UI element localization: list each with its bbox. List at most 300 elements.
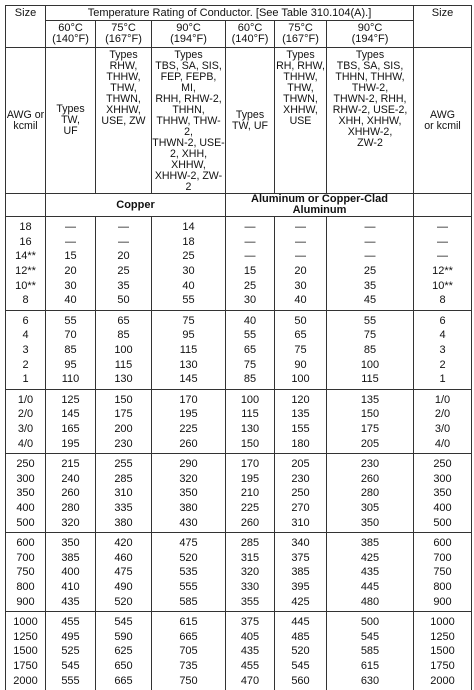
ampacity-cell: 55 [327, 310, 414, 328]
ampacity-cell: 480 [327, 594, 414, 611]
ampacity-cell: — [226, 249, 275, 264]
ampacity-cell: 420 [96, 532, 152, 550]
size-cell: 10** [414, 278, 472, 293]
ampacity-cell: 225 [152, 422, 226, 437]
ampacity-cell: 355 [226, 594, 275, 611]
insulation-types-0 [46, 48, 96, 194]
ampacity-cell: 650 [96, 659, 152, 674]
ampacity-cell: 630 [327, 673, 414, 690]
ampacity-cell: 225 [226, 501, 275, 516]
ampacity-cell: 165 [46, 422, 96, 437]
size-cell: 8 [414, 293, 472, 310]
ampacity-cell: 25 [327, 264, 414, 279]
table-row [6, 565, 472, 580]
ampacity-cell: 40 [226, 310, 275, 328]
size-cell: 2/0 [414, 407, 472, 422]
ampacity-cell: 665 [152, 629, 226, 644]
insulation-types-5 [327, 48, 414, 194]
size-cell: 350 [414, 486, 472, 501]
ampacity-cell: 335 [96, 501, 152, 516]
ampacity-cell: 135 [327, 389, 414, 407]
ampacity-cell: 625 [96, 644, 152, 659]
size-cell: 2000 [6, 673, 46, 690]
insulation-type-line: XHHW-2, ZW-2 [154, 170, 223, 193]
ampacity-cell: 280 [327, 486, 414, 501]
ampacity-cell: 70 [46, 328, 96, 343]
temp-rating-line: (167°F) [282, 33, 319, 45]
ampacity-cell: 555 [152, 580, 226, 595]
ampacity-cell: 310 [275, 515, 327, 532]
size-cell: 12** [6, 264, 46, 279]
ampacity-cell: 285 [96, 472, 152, 487]
ampacity-cell: 55 [152, 293, 226, 310]
ampacity-cell: 150 [96, 389, 152, 407]
insulation-type-line: THHW, [283, 71, 318, 83]
size-cell: 1250 [6, 629, 46, 644]
ampacity-cell: 455 [226, 659, 275, 674]
temp-rating-line: (194°F) [170, 33, 207, 45]
size-header-left: Size [6, 6, 46, 48]
table-row [6, 611, 472, 629]
ampacity-cell: 20 [46, 264, 96, 279]
insulation-type-line: Types [174, 49, 203, 61]
ampacity-cell: 20 [96, 249, 152, 264]
insulation-type-line: THWN-2, RHH, [333, 93, 407, 105]
size-cell: 4 [6, 328, 46, 343]
ampacity-cell: 195 [46, 436, 96, 453]
ampacity-cell: 100 [275, 372, 327, 389]
size-cell: 300 [6, 472, 46, 487]
ampacity-cell: 310 [96, 486, 152, 501]
ampacity-cell: 260 [226, 515, 275, 532]
ampacity-cell: 385 [46, 550, 96, 565]
temp-rating-2 [152, 21, 226, 48]
ampacity-cell: 475 [152, 532, 226, 550]
ampacity-cell: — [226, 235, 275, 250]
ampacity-cell: 445 [327, 580, 414, 595]
ampacity-cell: 230 [275, 472, 327, 487]
ampacity-cell: 30 [226, 293, 275, 310]
size-cell: — [414, 217, 472, 235]
ampacity-cell: 145 [46, 407, 96, 422]
ampacity-cell: 95 [46, 357, 96, 372]
ampacity-cell: 490 [96, 580, 152, 595]
size-cell: 500 [6, 515, 46, 532]
ampacity-cell: 215 [46, 453, 96, 471]
insulation-type-line: USE, ZW [101, 115, 146, 127]
ampacity-cell: 340 [275, 532, 327, 550]
ampacity-cell: 110 [46, 372, 96, 389]
ampacity-cell: 230 [327, 453, 414, 471]
size-cell: 2000 [414, 673, 472, 690]
table-row [6, 422, 472, 437]
size-cell: — [414, 249, 472, 264]
insulation-type-line: THWN, [106, 93, 141, 105]
ampacity-cell: 145 [152, 372, 226, 389]
ampacity-cell: — [275, 235, 327, 250]
temp-rating-4 [275, 21, 327, 48]
table-row [6, 580, 472, 595]
ampacity-cell: 175 [327, 422, 414, 437]
ampacity-cell: 475 [96, 565, 152, 580]
ampacity-cell: 485 [275, 629, 327, 644]
table-row [6, 501, 472, 516]
aluminum-header: Aluminum or Copper-Clad Aluminum [226, 194, 414, 217]
ampacity-table-container [5, 5, 471, 690]
size-cell: 2/0 [6, 407, 46, 422]
size-cell: 1750 [414, 659, 472, 674]
ampacity-cell: 115 [152, 343, 226, 358]
ampacity-cell: 40 [152, 278, 226, 293]
temp-rating-3 [226, 21, 275, 48]
table-row [6, 235, 472, 250]
ampacity-cell: — [46, 235, 96, 250]
insulation-type-line: TW, UF [232, 119, 268, 132]
temp-rating-line: (140°F) [52, 33, 89, 45]
insulation-type-line: THHN, [172, 104, 205, 116]
ampacity-cell: 320 [226, 565, 275, 580]
table-row [6, 264, 472, 279]
ampacity-cell: 435 [226, 644, 275, 659]
ampacity-cell: 350 [46, 532, 96, 550]
temp-rating-line: 90°C [357, 22, 383, 34]
ampacity-cell: — [96, 235, 152, 250]
size-cell: 400 [414, 501, 472, 516]
ampacity-cell: 495 [46, 629, 96, 644]
size-cell: 1/0 [414, 389, 472, 407]
table-header [6, 6, 472, 217]
ampacity-cell: 65 [96, 310, 152, 328]
ampacity-cell: 125 [46, 389, 96, 407]
ampacity-cell: 18 [152, 235, 226, 250]
ampacity-cell: 30 [46, 278, 96, 293]
ampacity-cell: 585 [152, 594, 226, 611]
insulation-type-line: XHHW, [106, 104, 141, 116]
size-cell: 600 [414, 532, 472, 550]
insulation-type-line: XHHW-2, [347, 126, 393, 138]
ampacity-cell: 115 [226, 407, 275, 422]
ampacity-cell: 85 [226, 372, 275, 389]
ampacity-cell: — [327, 235, 414, 250]
size-cell: 1250 [414, 629, 472, 644]
table-row [6, 629, 472, 644]
ampacity-cell: 130 [152, 357, 226, 372]
ampacity-cell: 545 [327, 629, 414, 644]
insulation-type-line: THWN, [283, 93, 318, 105]
ampacity-cell: 375 [226, 611, 275, 629]
size-cell: 300 [414, 472, 472, 487]
insulation-type-line: UF [63, 125, 78, 137]
table-body [6, 217, 472, 690]
ampacity-cell: — [275, 249, 327, 264]
ampacity-cell: — [96, 217, 152, 235]
ampacity-cell: 25 [152, 249, 226, 264]
insulation-types-4 [275, 48, 327, 194]
awg-label-line: or kcmil [424, 119, 461, 132]
temp-rating-line: 75°C [288, 22, 313, 34]
temp-rating-line: (194°F) [351, 33, 389, 45]
ampacity-cell: 380 [96, 515, 152, 532]
ampacity-cell: 130 [226, 422, 275, 437]
insulation-type-line: THW, [110, 82, 137, 94]
size-cell: 4 [414, 328, 472, 343]
ampacity-cell: 405 [226, 629, 275, 644]
size-cell: 400 [6, 501, 46, 516]
size-cell: 350 [6, 486, 46, 501]
ampacity-cell: 425 [275, 594, 327, 611]
insulation-type-line: THWN-2, USE- [152, 137, 225, 149]
size-cell: — [414, 235, 472, 250]
ampacity-cell: 135 [275, 407, 327, 422]
ampacity-cell: 385 [327, 532, 414, 550]
ampacity-cell: 410 [46, 580, 96, 595]
ampacity-cell: 30 [275, 278, 327, 293]
size-cell: 16 [6, 235, 46, 250]
ampacity-cell: 260 [46, 486, 96, 501]
ampacity-cell: 200 [96, 422, 152, 437]
ampacity-cell: 305 [327, 501, 414, 516]
table-row [6, 436, 472, 453]
awg-spacer-right [414, 194, 472, 217]
ampacity-cell: 350 [152, 486, 226, 501]
ampacity-cell: 240 [46, 472, 96, 487]
ampacity-cell: 445 [275, 611, 327, 629]
ampacity-cell: 395 [275, 580, 327, 595]
ampacity-cell: 255 [96, 453, 152, 471]
temp-rating-line: (167°F) [105, 33, 142, 45]
ampacity-cell: 115 [96, 357, 152, 372]
awg-label-line: kcmil [13, 119, 38, 132]
ampacity-cell: 55 [226, 328, 275, 343]
table-row [6, 673, 472, 690]
ampacity-cell: 590 [96, 629, 152, 644]
ampacity-cell: — [226, 217, 275, 235]
table-row [6, 343, 472, 358]
table-row [6, 515, 472, 532]
ampacity-cell: 130 [96, 372, 152, 389]
ampacity-cell: 320 [46, 515, 96, 532]
table-row [6, 389, 472, 407]
ampacity-cell: 40 [275, 293, 327, 310]
insulation-type-line: THHW, THW-2, [156, 115, 221, 138]
ampacity-cell: 40 [46, 293, 96, 310]
table-row [6, 532, 472, 550]
ampacity-cell: 230 [96, 436, 152, 453]
table-row [6, 372, 472, 389]
ampacity-cell: 560 [275, 673, 327, 690]
ampacity-cell: 50 [96, 293, 152, 310]
ampacity-cell: 285 [226, 532, 275, 550]
insulation-type-line: 2, XHH, XHHW, [169, 148, 208, 171]
ampacity-cell: 150 [327, 407, 414, 422]
ampacity-cell: 14 [152, 217, 226, 235]
ampacity-cell: 615 [327, 659, 414, 674]
ampacity-cell: 180 [275, 436, 327, 453]
insulation-type-line: RHH, RHW-2, [155, 93, 222, 105]
ampacity-cell: 315 [226, 550, 275, 565]
table-row [6, 486, 472, 501]
ampacity-cell: 150 [226, 436, 275, 453]
ampacity-table [5, 5, 472, 690]
ampacity-cell: 435 [46, 594, 96, 611]
table-row [6, 310, 472, 328]
ampacity-cell: 250 [275, 486, 327, 501]
insulation-type-line: RHW, [109, 60, 138, 72]
ampacity-cell: 380 [152, 501, 226, 516]
ampacity-cell: 455 [46, 611, 96, 629]
insulation-type-line: THHW, [106, 71, 141, 83]
ampacity-cell: 20 [275, 264, 327, 279]
insulation-type-line: TBS, SA, SIS, [155, 60, 222, 72]
ampacity-cell: 155 [275, 422, 327, 437]
ampacity-cell: 350 [327, 515, 414, 532]
table-row [6, 249, 472, 264]
ampacity-cell: 65 [226, 343, 275, 358]
ampacity-cell: 545 [275, 659, 327, 674]
ampacity-cell: 55 [46, 310, 96, 328]
ampacity-cell: 85 [96, 328, 152, 343]
ampacity-cell: 375 [275, 550, 327, 565]
ampacity-cell: 425 [327, 550, 414, 565]
ampacity-cell: 85 [327, 343, 414, 358]
ampacity-cell: 120 [275, 389, 327, 407]
table-row [6, 453, 472, 471]
temp-rating-line: 75°C [111, 22, 136, 34]
ampacity-cell: 260 [152, 436, 226, 453]
insulation-type-line: Types [355, 49, 385, 61]
insulation-type-line: TBS, SA, SIS, [336, 60, 404, 72]
ampacity-cell: 100 [96, 343, 152, 358]
awg-label-line: AWG or [6, 108, 45, 121]
size-cell: 1/0 [6, 389, 46, 407]
insulation-type-line: Types TW, [56, 103, 85, 126]
size-cell: 18 [6, 217, 46, 235]
ampacity-cell: 535 [152, 565, 226, 580]
ampacity-cell: — [46, 217, 96, 235]
size-cell: 1500 [414, 644, 472, 659]
temp-rating-1 [96, 21, 152, 48]
size-cell: 1 [414, 372, 472, 389]
ampacity-cell: 400 [46, 565, 96, 580]
ampacity-cell: 100 [226, 389, 275, 407]
size-cell: 1000 [414, 611, 472, 629]
ampacity-cell: 430 [152, 515, 226, 532]
size-cell: 600 [6, 532, 46, 550]
size-cell: 800 [6, 580, 46, 595]
table-row [6, 217, 472, 235]
size-cell: 3 [6, 343, 46, 358]
size-cell: 4/0 [6, 436, 46, 453]
ampacity-cell: 15 [46, 249, 96, 264]
insulation-type-line: RH, RHW, [276, 60, 325, 72]
size-cell: 900 [6, 594, 46, 611]
insulation-type-line: Types [286, 49, 315, 61]
size-cell: 8 [6, 293, 46, 310]
awg-spacer-left [6, 194, 46, 217]
table-row [6, 407, 472, 422]
table-row [6, 594, 472, 611]
insulation-type-line: THHN, THHW, [335, 71, 405, 83]
size-cell: 1 [6, 372, 46, 389]
temperature-title: Temperature Rating of Conductor. [See Table 310.104(A).] [46, 6, 414, 21]
size-cell: 3/0 [414, 422, 472, 437]
size-cell: 10** [6, 278, 46, 293]
temp-rating-0 [46, 21, 96, 48]
ampacity-cell: 270 [275, 501, 327, 516]
size-cell: 750 [414, 565, 472, 580]
temp-rating-line: (140°F) [231, 33, 269, 45]
table-row [6, 472, 472, 487]
temp-rating-5 [327, 21, 414, 48]
ampacity-cell: 500 [327, 611, 414, 629]
ampacity-cell: 260 [327, 472, 414, 487]
insulation-types-3 [226, 48, 275, 194]
size-cell: 6 [6, 310, 46, 328]
ampacity-cell: 205 [327, 436, 414, 453]
size-cell: 250 [414, 453, 472, 471]
awg-label-line: AWG [430, 108, 455, 121]
ampacity-cell: 95 [152, 328, 226, 343]
insulation-type-line: USE [289, 115, 312, 127]
table-row [6, 659, 472, 674]
ampacity-cell: 520 [275, 644, 327, 659]
insulation-type-line: XHH, XHHW, [338, 115, 402, 127]
size-cell: 4/0 [414, 436, 472, 453]
ampacity-cell: 90 [275, 357, 327, 372]
insulation-type-line: ZW-2 [357, 137, 383, 149]
temp-rating-line: 60°C [237, 22, 263, 34]
size-cell: 1000 [6, 611, 46, 629]
awg-kcmil-left [6, 48, 46, 194]
ampacity-cell: 35 [327, 278, 414, 293]
size-cell: 1750 [6, 659, 46, 674]
ampacity-cell: 75 [275, 343, 327, 358]
insulation-type-line: RHW-2, USE-2, [332, 104, 408, 116]
table-row [6, 328, 472, 343]
ampacity-cell: 30 [152, 264, 226, 279]
ampacity-cell: 85 [46, 343, 96, 358]
ampacity-cell: 195 [152, 407, 226, 422]
ampacity-cell: 615 [152, 611, 226, 629]
ampacity-cell: 195 [226, 472, 275, 487]
insulation-type-line: Types [235, 108, 265, 121]
ampacity-cell: 65 [275, 328, 327, 343]
size-cell: 900 [414, 594, 472, 611]
ampacity-cell: 435 [327, 565, 414, 580]
ampacity-cell: 25 [96, 264, 152, 279]
size-cell: 14** [6, 249, 46, 264]
insulation-type-line: THW-2, [351, 82, 389, 94]
size-cell: 3 [414, 343, 472, 358]
ampacity-cell: 545 [96, 611, 152, 629]
size-cell: 250 [6, 453, 46, 471]
ampacity-cell: 170 [152, 389, 226, 407]
ampacity-cell: 525 [46, 644, 96, 659]
size-cell: 750 [6, 565, 46, 580]
ampacity-cell: 75 [327, 328, 414, 343]
ampacity-cell: 100 [327, 357, 414, 372]
ampacity-cell: 470 [226, 673, 275, 690]
ampacity-cell: 75 [226, 357, 275, 372]
ampacity-cell: 520 [152, 550, 226, 565]
size-cell: 2 [6, 357, 46, 372]
size-cell: 6 [414, 310, 472, 328]
table-row [6, 550, 472, 565]
table-row [6, 357, 472, 372]
ampacity-cell: 385 [275, 565, 327, 580]
ampacity-cell: 45 [327, 293, 414, 310]
insulation-type-line: XHHW, [283, 104, 318, 116]
